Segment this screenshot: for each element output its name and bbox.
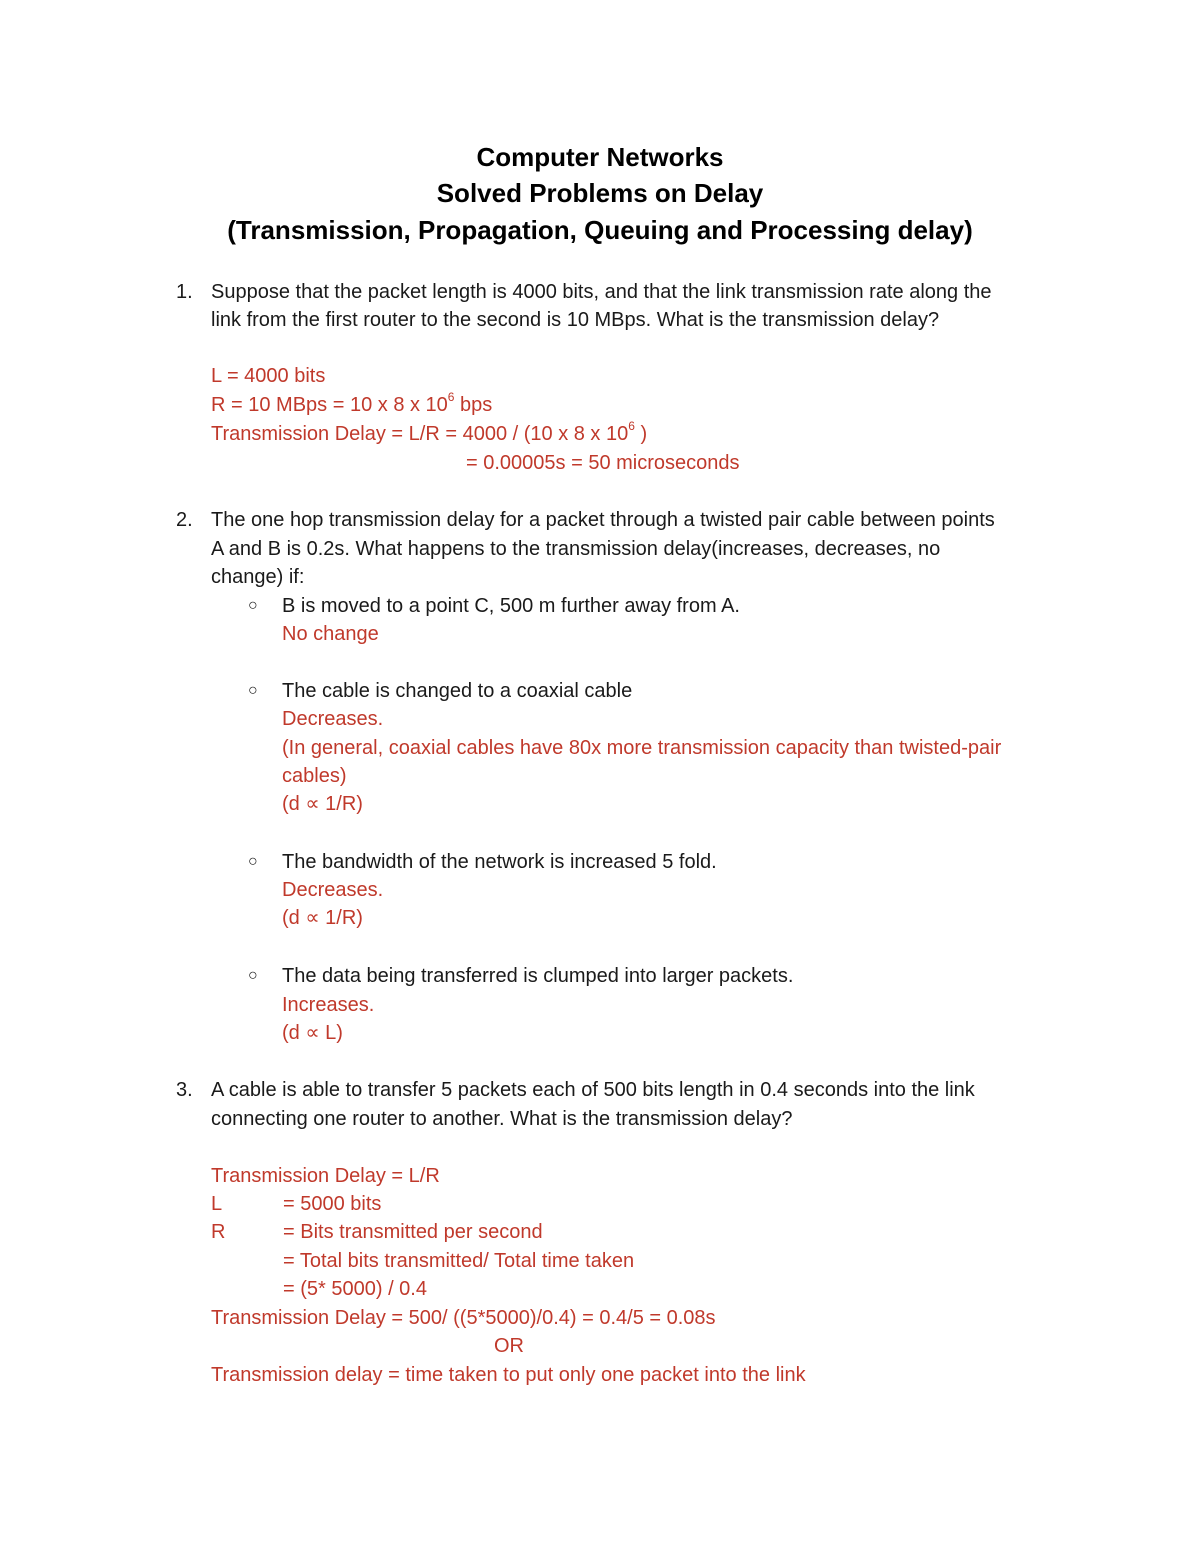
q2-item-2-question: The cable is changed to a coaxial cable (282, 680, 633, 702)
q2-item-3-question: The bandwidth of the network is increased 5 fold. (282, 851, 717, 873)
q2-item-2-answer-line-1: Decreases. (282, 708, 384, 730)
hollow-bullet-icon: ○ (248, 853, 258, 870)
q1-answer-td: Transmission Delay = L/R = 4000 / (10 x 8 x $10^6$ ) (211, 419, 648, 445)
q3-answer-or: OR (494, 1335, 524, 1357)
q2-item-2-answer-line-2: (In general, coaxial cables have 80x more transmission capacity than twisted-pair (282, 737, 1002, 759)
q3-number: 3. (176, 1079, 193, 1101)
document-title: Computer Networks (476, 142, 724, 172)
q1-answer-result: = 0.00005s = 50 microseconds (466, 452, 740, 474)
q2-item-2-answer-line-4: (d ∝ 1/R) (282, 793, 363, 815)
q2-text-line-3: change) if: (211, 566, 305, 588)
q3-answer-l-label: L (211, 1193, 223, 1215)
hollow-bullet-icon: ○ (248, 967, 258, 984)
q3-answer-last: Transmission delay = time taken to put only one packet into the link (211, 1364, 806, 1386)
q2-item-1-answer: No change (282, 623, 379, 645)
q1-answer-l: L = 4000 bits (211, 365, 326, 387)
q3-answer-r-value-2: = Total bits transmitted/ Total time taken (283, 1250, 635, 1272)
q2-item-4-answer-line-2: (d ∝ L) (282, 1022, 343, 1044)
hollow-bullet-icon: ○ (248, 682, 258, 699)
q3-answer-r-label: R (211, 1221, 226, 1243)
q2-item-4-question: The data being transferred is clumped into larger packets. (282, 965, 794, 987)
q2-item-2-answer-line-3: cables) (282, 765, 347, 787)
q3-text-line-2: connecting one router to another. What is the transmission delay? (211, 1108, 793, 1130)
document-subtitle-topics: (Transmission, Propagation, Queuing and Processing delay) (227, 215, 973, 245)
q1-answer-r: R = 10 MBps = 10 x 8 x $10^6$ bps (211, 390, 493, 416)
q2-item-3-answer-line-2: (d ∝ 1/R) (282, 907, 363, 929)
q3-answer-td: Transmission Delay = 500/ ((5*5000)/0.4) = 0.4/5 = 0.08s (211, 1307, 716, 1329)
q1-text-line-2: link from the first router to the second is 10 MBps. What is the transmission delay? (211, 309, 940, 331)
q3-answer-l-value: = 5000 bits (283, 1193, 382, 1215)
q2-item-3-answer-line-1: Decreases. (282, 879, 384, 901)
q2-text-line-1: The one hop transmission delay for a packet through a twisted pair cable between points (211, 509, 995, 531)
document-subtitle: Solved Problems on Delay (436, 178, 764, 208)
hollow-bullet-icon: ○ (248, 597, 258, 614)
q2-number: 2. (176, 509, 193, 531)
q1-text-line-1: Suppose that the packet length is 4000 bits, and that the link transmission rate along the (211, 281, 992, 303)
q3-answer-line-1: Transmission Delay = L/R (211, 1165, 440, 1187)
q3-answer-r-value-1: = Bits transmitted per second (283, 1221, 543, 1243)
q2-text-line-2: A and B is 0.2s. What happens to the transmission delay(increases, decreases, no (211, 538, 941, 560)
q2-item-1-question: B is moved to a point C, 500 m further away from A. (282, 595, 740, 617)
q3-text-line-1: A cable is able to transfer 5 packets each of 500 bits length in 0.4 seconds into the link (211, 1079, 975, 1101)
q3-answer-r-value-3: = (5* 5000) / 0.4 (283, 1278, 427, 1300)
q1-number: 1. (176, 281, 193, 303)
q2-item-4-answer-line-1: Increases. (282, 994, 375, 1016)
